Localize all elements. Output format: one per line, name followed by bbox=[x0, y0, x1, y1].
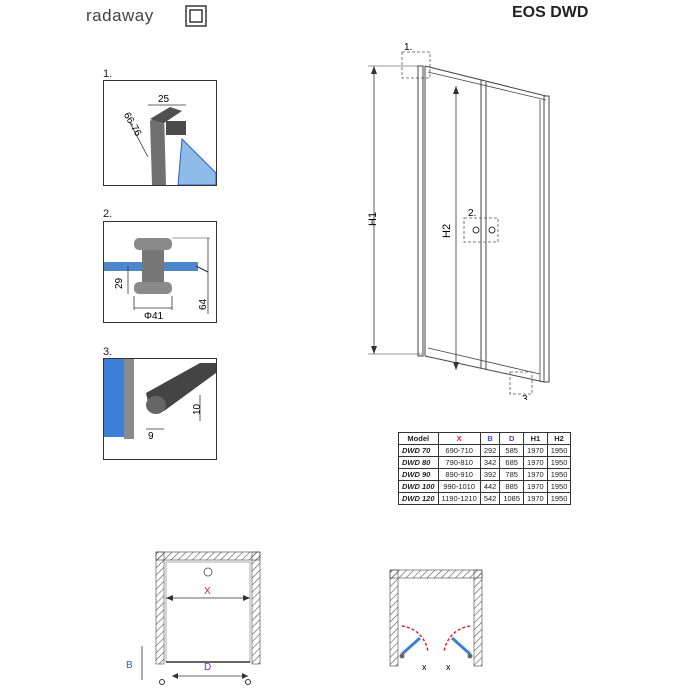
cell-b: 392 bbox=[480, 469, 500, 481]
cell-d: 585 bbox=[500, 445, 524, 457]
cell-b: 292 bbox=[480, 445, 500, 457]
detail-2-label: 2. bbox=[103, 208, 113, 220]
plan-wall-left bbox=[156, 552, 164, 664]
detail-2-knob-neck bbox=[142, 250, 164, 284]
col-x: X bbox=[438, 433, 480, 445]
cell-b: 442 bbox=[480, 481, 500, 493]
detail-2-panel bbox=[103, 221, 217, 323]
plan-view bbox=[120, 540, 280, 692]
closed-marker-right-icon: x bbox=[446, 662, 451, 672]
table-row bbox=[399, 469, 571, 481]
cell-h1: 1970 bbox=[524, 493, 548, 505]
detail-1-label: 1. bbox=[103, 68, 113, 80]
knob-right bbox=[489, 227, 495, 233]
plan-wall-back bbox=[156, 552, 260, 560]
detail-3-dim-10: 10 bbox=[192, 403, 203, 415]
cell-h1: 1970 bbox=[524, 445, 548, 457]
door-swing-diagram bbox=[382, 566, 492, 676]
detail-2-dim-64: 64 bbox=[198, 298, 209, 310]
detail-1-block bbox=[166, 121, 186, 135]
callout-box-1 bbox=[402, 52, 430, 78]
cell-x: 1190-1210 bbox=[438, 493, 480, 505]
detail-3-dim-9: 9 bbox=[148, 431, 154, 442]
cell-h1: 1970 bbox=[524, 457, 548, 469]
hinge-right-icon bbox=[468, 654, 473, 659]
plan-wall-right bbox=[252, 552, 260, 664]
detail-2-dim-29: 29 bbox=[114, 277, 125, 289]
cell-d: 685 bbox=[500, 457, 524, 469]
detail-2-dim-41: Φ41 bbox=[144, 311, 164, 322]
door-leaf-right bbox=[452, 638, 470, 654]
hinge-left-icon bbox=[400, 654, 405, 659]
cell-x: 690-710 bbox=[438, 445, 480, 457]
radaway-logo bbox=[86, 4, 216, 28]
right-wall-profile bbox=[544, 96, 549, 382]
plan-x-label: X bbox=[204, 586, 211, 597]
h2-label: H2 bbox=[441, 223, 453, 238]
swing-wall-back bbox=[390, 570, 482, 578]
col-b: B bbox=[480, 433, 500, 445]
cell-h2: 1950 bbox=[547, 457, 571, 469]
spec-table bbox=[398, 432, 571, 505]
detail-3-glass bbox=[104, 359, 124, 437]
knob-left bbox=[473, 227, 479, 233]
callout-3-label: 3. bbox=[522, 394, 531, 400]
plan-d-label: D bbox=[204, 662, 212, 673]
detail-2-knob-top bbox=[134, 238, 172, 250]
callout-2-label: 2. bbox=[468, 208, 477, 219]
col-h2: H2 bbox=[547, 433, 571, 445]
cell-h2: 1950 bbox=[547, 445, 571, 457]
cell-b: 342 bbox=[480, 457, 500, 469]
cell-d: 785 bbox=[500, 469, 524, 481]
cell-h2: 1950 bbox=[547, 493, 571, 505]
detail-2-knob-bottom bbox=[134, 282, 172, 294]
detail-3-label: 3. bbox=[103, 346, 113, 358]
plan-tray bbox=[166, 562, 250, 662]
logo-wordmark: radaway bbox=[86, 6, 154, 25]
callout-1-label: 1. bbox=[404, 42, 413, 53]
detail-1-dim-25: 25 bbox=[158, 94, 170, 105]
swing-wall-left bbox=[390, 570, 398, 666]
spec-table-header bbox=[399, 433, 571, 445]
cell-h2: 1950 bbox=[547, 481, 571, 493]
h1-label: H1 bbox=[367, 211, 379, 226]
cell-model: DWD 100 bbox=[399, 481, 439, 493]
product-title: EOS DWD bbox=[512, 4, 589, 21]
cell-model: DWD 90 bbox=[399, 469, 439, 481]
cell-model: DWD 70 bbox=[399, 445, 439, 457]
left-wall-profile bbox=[418, 66, 423, 356]
table-row bbox=[399, 457, 571, 469]
cell-h2: 1950 bbox=[547, 469, 571, 481]
detail-3-seal-end bbox=[146, 396, 166, 414]
cell-b: 542 bbox=[480, 493, 500, 505]
col-d: D bbox=[500, 433, 524, 445]
cell-d: 1085 bbox=[500, 493, 524, 505]
cell-model: DWD 80 bbox=[399, 457, 439, 469]
cell-h1: 1970 bbox=[524, 469, 548, 481]
door-elevation bbox=[360, 40, 560, 400]
plan-hinge-right bbox=[246, 680, 251, 685]
detail-3-frame bbox=[124, 359, 134, 439]
cell-x: 890-910 bbox=[438, 469, 480, 481]
cell-model: DWD 120 bbox=[399, 493, 439, 505]
door-leaf-left bbox=[402, 638, 420, 654]
cell-x: 990-1010 bbox=[438, 481, 480, 493]
col-h1: H1 bbox=[524, 433, 548, 445]
logo-square-inner bbox=[190, 10, 202, 22]
table-row bbox=[399, 445, 571, 457]
detail-1-dim-66-76: 66-76 bbox=[120, 110, 144, 139]
detail-1-panel bbox=[103, 80, 217, 186]
swing-wall-right bbox=[474, 570, 482, 666]
swing-arc-right bbox=[444, 626, 470, 652]
plan-drain-icon bbox=[204, 568, 212, 576]
cell-x: 790-810 bbox=[438, 457, 480, 469]
closed-marker-left-icon: x bbox=[422, 662, 427, 672]
col-model: Model bbox=[399, 433, 439, 445]
table-row bbox=[399, 481, 571, 493]
detail-3-panel bbox=[103, 358, 217, 460]
table-row bbox=[399, 493, 571, 505]
detail-1-glass bbox=[178, 139, 216, 185]
swing-arc-left bbox=[402, 626, 428, 652]
logo-square-outer bbox=[186, 6, 206, 26]
cell-h1: 1970 bbox=[524, 481, 548, 493]
cell-d: 885 bbox=[500, 481, 524, 493]
plan-b-label: B bbox=[126, 660, 133, 671]
plan-hinge-left bbox=[160, 680, 165, 685]
